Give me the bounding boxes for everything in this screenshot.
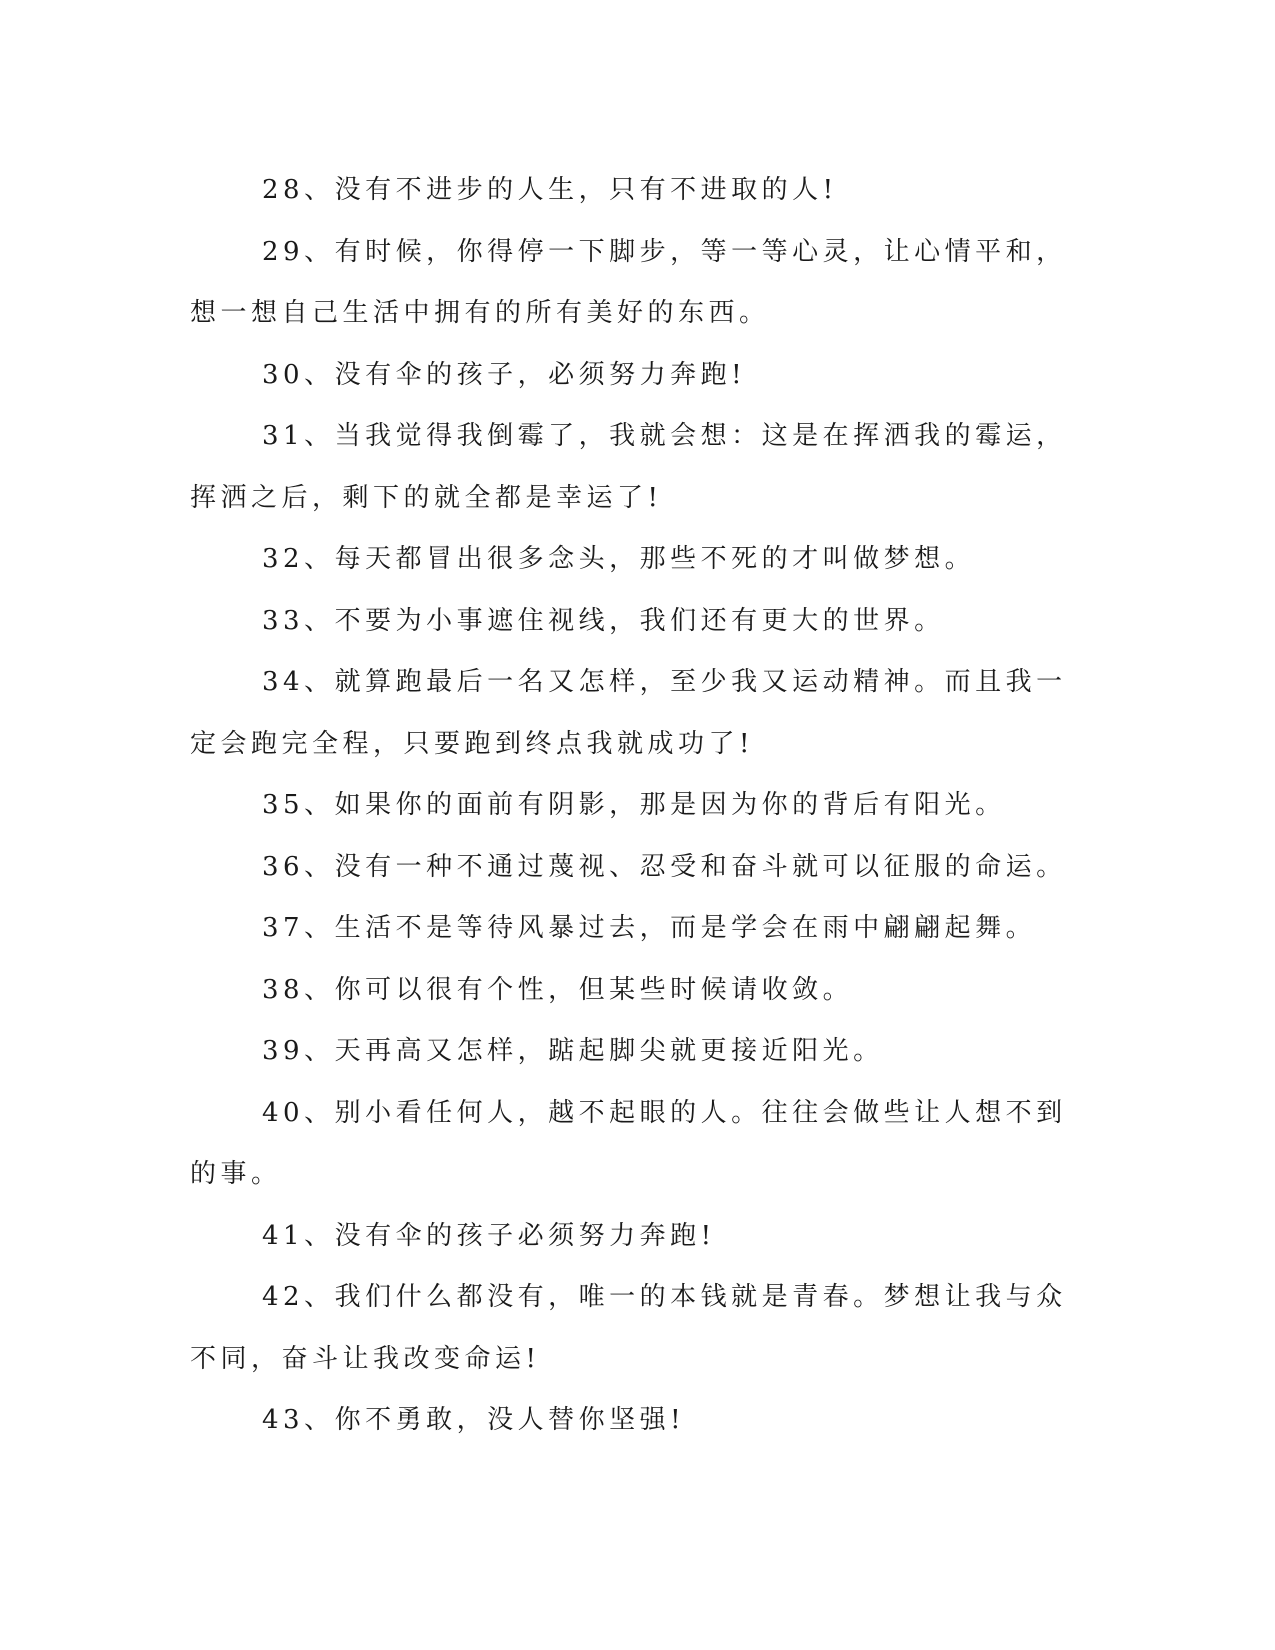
document-body xyxy=(190,160,1074,1452)
quote-paragraph-31: 31、当我觉得我倒霉了，我就会想：这是在挥洒我的霉运，挥洒之后，剩下的就全都是幸运了! xyxy=(190,421,1067,513)
quote-paragraph-33: 33、不要为小事遮住视线，我们还有更大的世界。 xyxy=(262,605,945,636)
quote-paragraph-39: 39、天再高又怎样，踮起脚尖就更接近阳光。 xyxy=(262,1036,884,1066)
quote-paragraph-29: 29、有时候，你得停一下脚步，等一等心灵，让心情平和，想一想自己生活中拥有的所有美好的东西。 xyxy=(190,236,1067,328)
quote-paragraph-37: 37、生活不是等待风暴过去，而是学会在雨中翩翩起舞。 xyxy=(262,913,1037,943)
quote-paragraph-34: 34、就算跑最后一名又怎样，至少我又运动精神。而且我一定会跑完全程，只要跑到终点我就成功了! xyxy=(190,667,1067,759)
quote-paragraph-35: 35、如果你的面前有阴影，那是因为你的背后有阳光。 xyxy=(262,790,1006,820)
quote-paragraph-38: 38、你可以很有个性，但某些时候请收敛。 xyxy=(262,974,854,1005)
quote-paragraph-41: 41、没有伞的孩子必须努力奔跑! xyxy=(262,1220,716,1251)
quote-paragraph-32: 32、每天都冒出很多念头，那些不死的才叫做梦想。 xyxy=(262,544,976,574)
quote-paragraph-28: 28、没有不进步的人生，只有不进取的人! xyxy=(262,175,838,205)
quote-paragraph-43: 43、你不勇敢，没人替你坚强! xyxy=(262,1405,686,1435)
quote-paragraph-36: 36、没有一种不通过蔑视、忍受和奋斗就可以征服的命运。 xyxy=(262,851,1067,882)
quote-paragraph-42: 42、我们什么都没有，唯一的本钱就是青春。梦想让我与众不同，奋斗让我改变命运! xyxy=(190,1282,1067,1374)
quote-paragraph-30: 30、没有伞的孩子，必须努力奔跑! xyxy=(262,359,747,390)
quote-paragraph-40: 40、别小看任何人，越不起眼的人。往往会做些让人想不到的事。 xyxy=(190,1097,1067,1189)
